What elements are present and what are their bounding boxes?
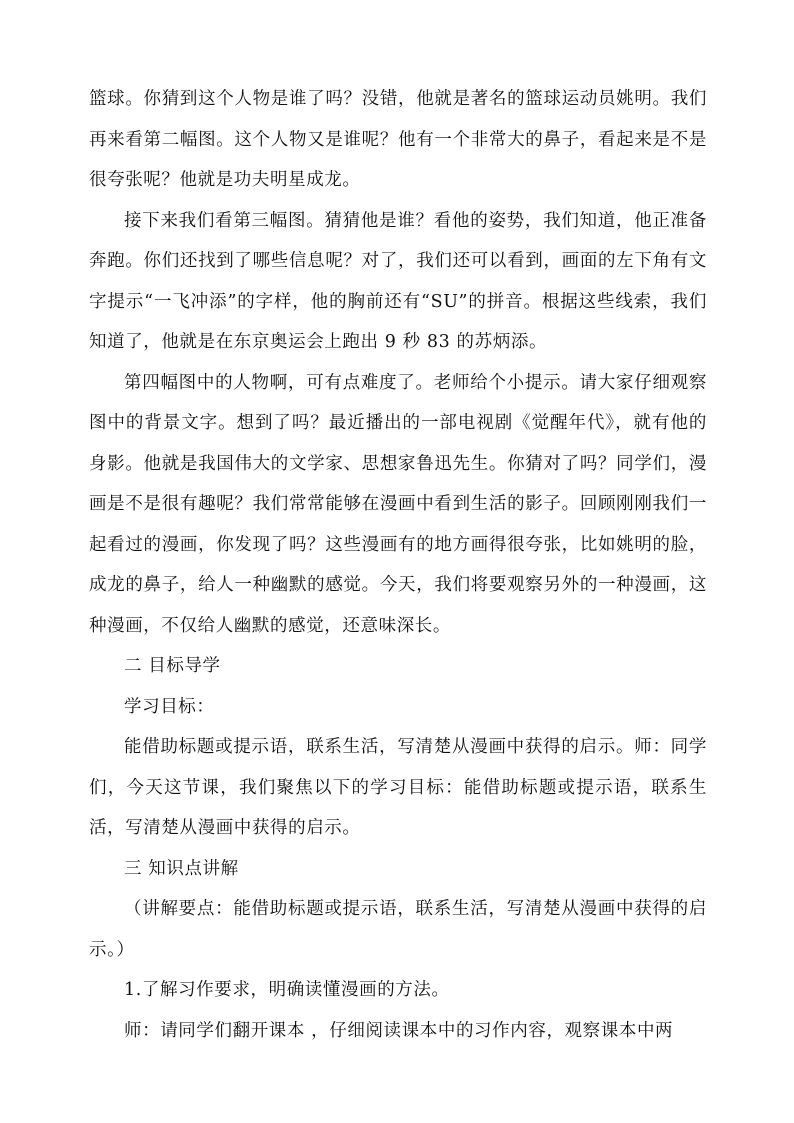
paragraph-lu-xun: 第四幅图中的人物啊，可有点难度了。老师给个小提示。请大家仔细观察图中的背景文字。想到了吗？最近播出的一部电视剧《觉醒年代》，就有他的身影。他就是我国伟大的文学家、思想家鲁迅先生。你猜对了吗？同学们，漫画是不是很有趣呢？我们常常能够在漫画中看到生活的影子。回顾刚刚我们一起看过的漫画，你发现了吗？这些漫画有的地方画得很夸张，比如姚明的脸，成龙的鼻子，给人一种幽默的感觉。今天，我们将要观察另外的一种漫画，这种漫画，不仅给人幽默的感觉，还意味深长。 (89, 372, 707, 636)
paragraph-learning-goal: 能借助标题或提示语，联系生活，写清楚从漫画中获得的启示。师：同学们，今天这节课，我们聚焦以下的学习目标：能借助标题或提示语，联系生活，写清楚从漫画中获得的启示。 (89, 737, 707, 838)
paragraph-yao-ming-jackie-chan: 篮球。你猜到这个人物是谁了吗？没错，他就是著名的篮球运动员姚明。我们再来看第二幅图。这个人物又是谁呢？他有一个非常大的鼻子，看起来是不是很夸张呢？他就是功夫明星成龙。 (89, 89, 707, 190)
learning-goal-label: 学习目标： (124, 696, 215, 717)
paragraph-key-points: （讲解要点：能借助标题或提示语，联系生活，写清楚从漫画中获得的启示。） (89, 899, 707, 960)
document-body (89, 79, 707, 1051)
section-heading-goal-guidance: 二 目标导学 (124, 656, 221, 676)
paragraph-su-bingtian: 接下来我们看第三幅图。猜猜他是谁？看他的姿势，我们知道，他正准备奔跑。你们还找到了哪些信息呢？对了，我们还可以看到，画面的左下角有文字提示“一飞冲添”的字样，他的胸前还有“SU”的拼音。根据这些线索，我们知道了，他就是在东京奥运会上跑出 9 秒 83 的苏炳添。 (89, 210, 707, 352)
paragraph-teacher-instruction: 师：请同学们翻开课本 ，仔细阅读课本中的习作内容，观察课本中两 (124, 1020, 674, 1041)
section-heading-knowledge-explanation: 三 知识点讲解 (124, 858, 239, 879)
list-item-understand-requirements: 1.了解习作要求，明确读懂漫画的方法。 (124, 980, 450, 1000)
